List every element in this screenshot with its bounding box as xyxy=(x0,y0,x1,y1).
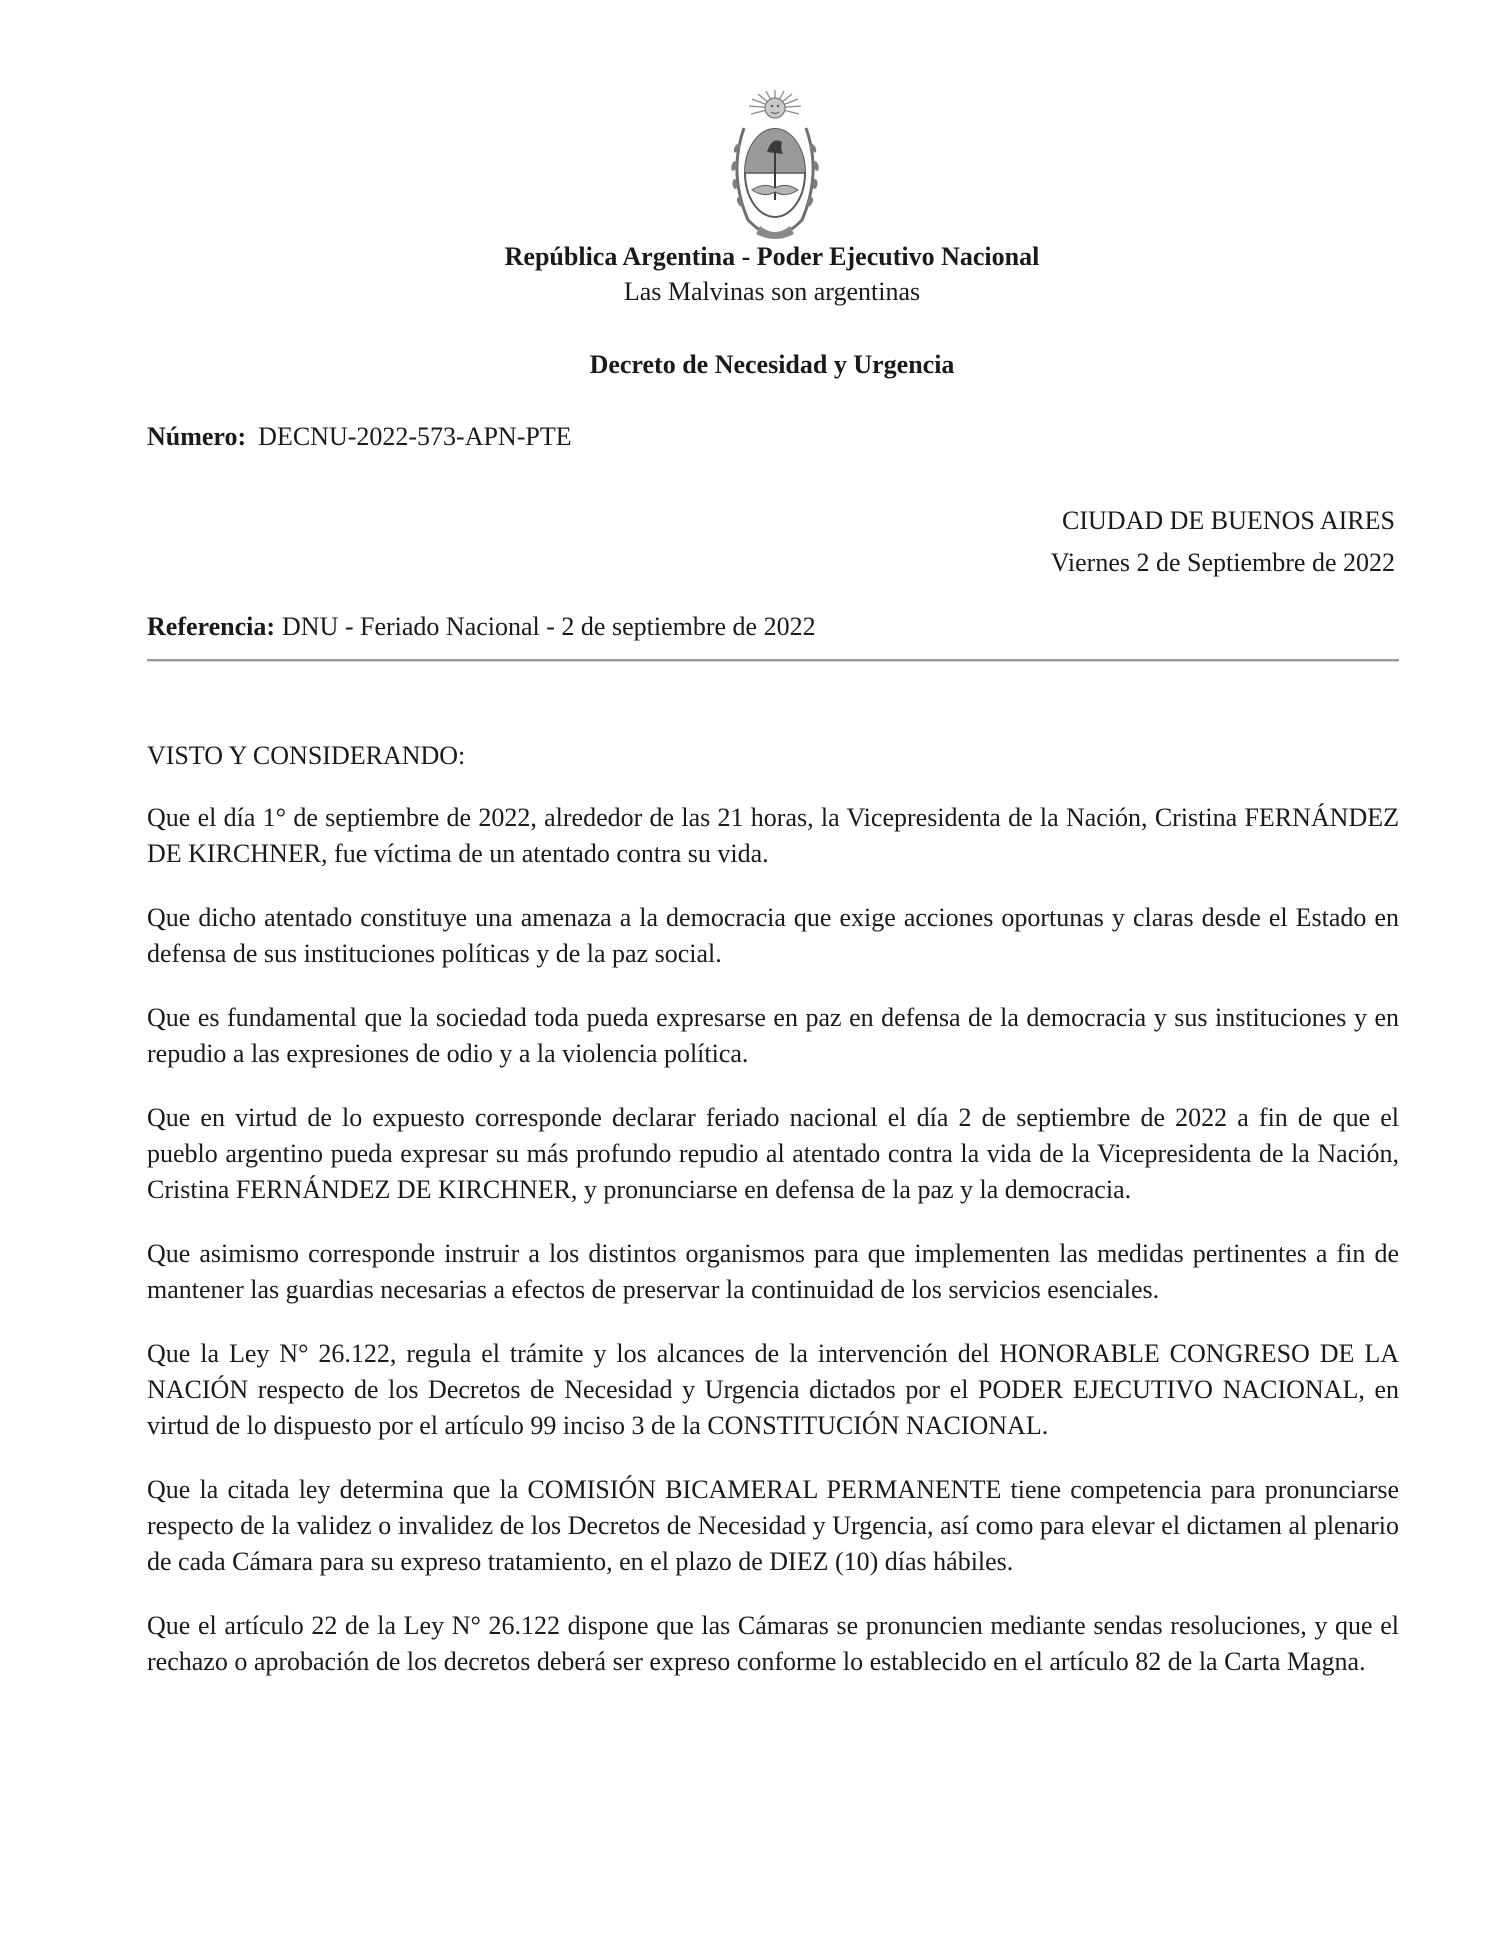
document-body xyxy=(147,738,1399,1708)
horizontal-divider xyxy=(147,659,1399,662)
reference-label: Referencia: xyxy=(147,612,276,641)
argentina-coat-of-arms-icon xyxy=(722,88,828,244)
header-motto: Las Malvinas son argentinas xyxy=(623,277,921,306)
city: CIUDAD DE BUENOS AIRES xyxy=(1062,506,1395,535)
place-and-date xyxy=(1051,500,1395,584)
body-paragraph: Que el artículo 22 de la Ley N° 26.122 dispone que las Cámaras se pronuncien mediante sendas resoluciones, y que el rechazo o aprobación de los decretos deberá ser expreso conforme lo establecido en el artículo 82 de la Carta Magna. xyxy=(147,1611,1399,1676)
reference-value: DNU - Feriado Nacional - 2 de septiembre de 2022 xyxy=(282,612,816,641)
body-paragraph: Que dicho atentado constituye una amenaza a la democracia que exige acciones oportunas y claras desde el Estado en defensa de sus instituciones políticas y de la paz social. xyxy=(147,903,1399,968)
body-heading: VISTO Y CONSIDERANDO: xyxy=(147,741,466,770)
reference xyxy=(147,612,816,642)
body-paragraph: Que asimismo corresponde instruir a los distintos organismos para que implementen las medidas pertinentes a fin de mantener las guardias necesarias a efectos de preservar la continuidad de los servicios esenciales. xyxy=(147,1239,1399,1304)
body-paragraph: Que es fundamental que la sociedad toda pueda expresarse en paz en defensa de la democracia y sus instituciones y en repudio a las expresiones de odio y a la violencia política. xyxy=(147,1003,1399,1068)
date: Viernes 2 de Septiembre de 2022 xyxy=(1050,548,1395,577)
body-paragraph: Que en virtud de lo expuesto corresponde declarar feriado nacional el día 2 de septiembre de 2022 a fin de que el pueblo argentino pueda expresar su más profundo repudio al atentado contra la vida de la Vicepresidenta de la Nación, Cristina FERNÁNDEZ DE KIRCHNER, y pronunciarse en defensa de la paz y la democracia. xyxy=(147,1103,1399,1204)
body-paragraph: Que el día 1° de septiembre de 2022, alrededor de las 21 horas, la Vicepresidenta de la Nación, Cristina FERNÁNDEZ DE KIRCHNER, fue víctima de un atentado contra su vida. xyxy=(147,803,1399,868)
body-paragraph: Que la Ley N° 26.122, regula el trámite y los alcances de la intervención del HONORABLE CONGRESO DE LA NACIÓN respecto de los Decretos de Necesidad y Urgencia dictados por el PODER EJECUTIVO NACIONAL, en virtud de lo dispuesto por el artículo 99 inciso 3 de la CONSTITUCIÓN NACIONAL. xyxy=(147,1339,1399,1440)
document-number-label: Número: xyxy=(147,422,247,451)
header-title: República Argentina - Poder Ejecutivo Nacional xyxy=(504,242,1040,271)
body-paragraph: Que la citada ley determina que la COMISIÓN BICAMERAL PERMANENTE tiene competencia para pronunciarse respecto de la validez o invalidez de los Decretos de Necesidad y Urgencia, así como para elevar el dictamen al plenario de cada Cámara para su expreso tratamiento, en el plazo de DIEZ (10) días hábiles. xyxy=(147,1475,1399,1576)
document-number-value: DECNU-2022-573-APN-PTE xyxy=(258,422,572,451)
document-number xyxy=(147,422,572,452)
document-type-title: Decreto de Necesidad y Urgencia xyxy=(589,350,955,379)
